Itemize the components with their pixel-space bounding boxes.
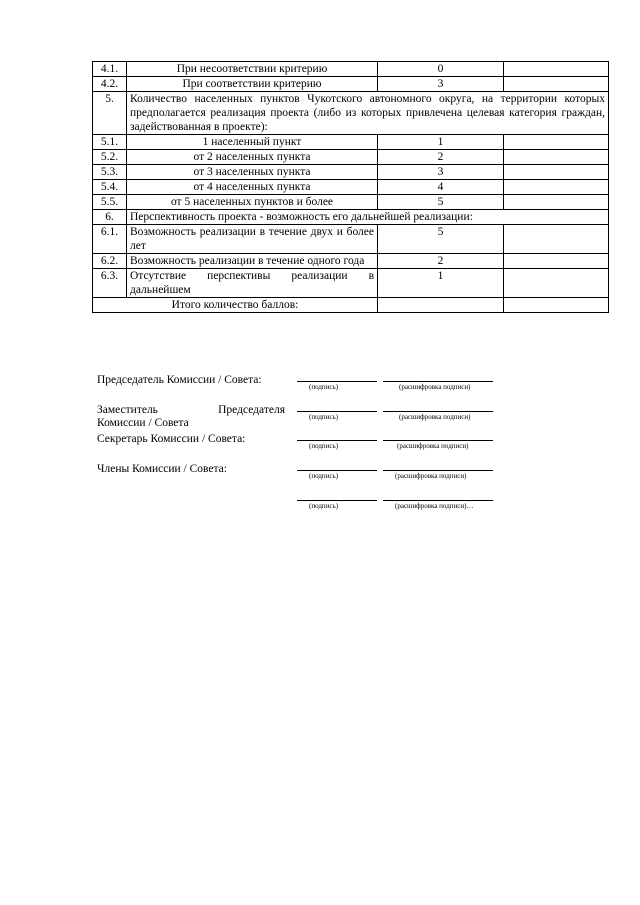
deputy-label-line2: Комиссии / Совета (97, 417, 189, 429)
criterion-text: от 3 населенных пункта (127, 165, 378, 180)
points-cell: 0 (378, 62, 504, 77)
table-row (93, 62, 609, 77)
decoding-caption: (расшифровка подписи)… (395, 502, 474, 510)
section-heading: Перспективность проекта - возможность его дальнейшей реализации: (127, 210, 609, 225)
decoding-line (383, 440, 493, 441)
score-cell (504, 254, 609, 269)
signature-line (297, 440, 377, 441)
decoding-line (383, 500, 493, 501)
table-row (93, 269, 609, 298)
criterion-text: от 2 населенных пункта (127, 150, 378, 165)
total-label: Итого количество баллов: (93, 298, 378, 313)
signature-line (297, 500, 377, 501)
criterion-text: Возможность реализации в течение двух и более лет (127, 225, 378, 254)
points-cell: 5 (378, 195, 504, 210)
criterion-text: Отсутствие перспективы реализации в дальнейшем (127, 269, 378, 298)
points-cell: 2 (378, 150, 504, 165)
table-row (93, 150, 609, 165)
points-cell: 4 (378, 180, 504, 195)
evaluation-criteria-table (92, 61, 609, 313)
criterion-text: При соответствии критерию (127, 77, 378, 92)
decoding-line (383, 470, 493, 471)
row-number: 6.3. (93, 269, 127, 298)
score-cell (504, 62, 609, 77)
members-label: Члены Комиссии / Совета: (97, 463, 227, 475)
chairman-label: Председатель Комиссии / Совета: (97, 374, 262, 386)
row-number: 5.4. (93, 180, 127, 195)
table-row (93, 225, 609, 254)
score-cell (504, 150, 609, 165)
score-cell (504, 195, 609, 210)
decoding-line (383, 381, 493, 382)
signature-caption: (подпись) (309, 472, 339, 480)
signature-caption: (подпись) (309, 502, 339, 510)
table-row (93, 195, 609, 210)
row-number: 4.2. (93, 77, 127, 92)
row-number: 6. (93, 210, 127, 225)
points-cell: 3 (378, 165, 504, 180)
points-cell: 3 (378, 77, 504, 92)
score-cell (504, 165, 609, 180)
decoding-caption: (расшифровка подписи) (399, 383, 471, 391)
points-cell: 5 (378, 225, 504, 254)
row-number: 4.1. (93, 62, 127, 77)
table-row (93, 92, 609, 135)
decoding-line (383, 411, 493, 412)
points-cell: 2 (378, 254, 504, 269)
criterion-text: от 5 населенных пунктов и более (127, 195, 378, 210)
signature-caption: (подпись) (309, 413, 339, 421)
criterion-text: 1 населенный пункт (127, 135, 378, 150)
score-cell (504, 269, 609, 298)
row-number: 6.1. (93, 225, 127, 254)
table-row (93, 180, 609, 195)
row-number: 5. (93, 92, 127, 135)
signature-line (297, 381, 377, 382)
deputy-label-line1: Заместитель Председателя (97, 404, 285, 416)
total-points-cell (378, 298, 504, 313)
row-number: 5.5. (93, 195, 127, 210)
criterion-text: от 4 населенных пункта (127, 180, 378, 195)
score-cell (504, 180, 609, 195)
table-row (93, 210, 609, 225)
criterion-text: При несоответствии критерию (127, 62, 378, 77)
table-row (93, 254, 609, 269)
row-number: 6.2. (93, 254, 127, 269)
points-cell: 1 (378, 135, 504, 150)
score-cell (504, 135, 609, 150)
total-row (93, 298, 609, 313)
signature-line (297, 411, 377, 412)
total-score-cell (504, 298, 609, 313)
signature-line (297, 470, 377, 471)
table-row (93, 165, 609, 180)
score-cell (504, 77, 609, 92)
score-cell (504, 225, 609, 254)
signature-caption: (подпись) (309, 383, 339, 391)
section-heading: Количество населенных пунктов Чукотского автономного округа, на территории которых предполагается реализация проекта (либо из которых привлечена целевая категория граждан, задействованная в проекте): (127, 92, 609, 135)
points-cell: 1 (378, 269, 504, 298)
decoding-caption: (расшифровка подписи) (399, 413, 471, 421)
row-number: 5.3. (93, 165, 127, 180)
decoding-caption: (расшифровка подписи) (395, 472, 467, 480)
signature-caption: (подпись) (309, 442, 339, 450)
secretary-label: Секретарь Комиссии / Совета: (97, 433, 246, 445)
decoding-caption: (расшифровка подписи) (397, 442, 469, 450)
row-number: 5.2. (93, 150, 127, 165)
row-number: 5.1. (93, 135, 127, 150)
table-row (93, 77, 609, 92)
table-row (93, 135, 609, 150)
criterion-text: Возможность реализации в течение одного года (127, 254, 378, 269)
